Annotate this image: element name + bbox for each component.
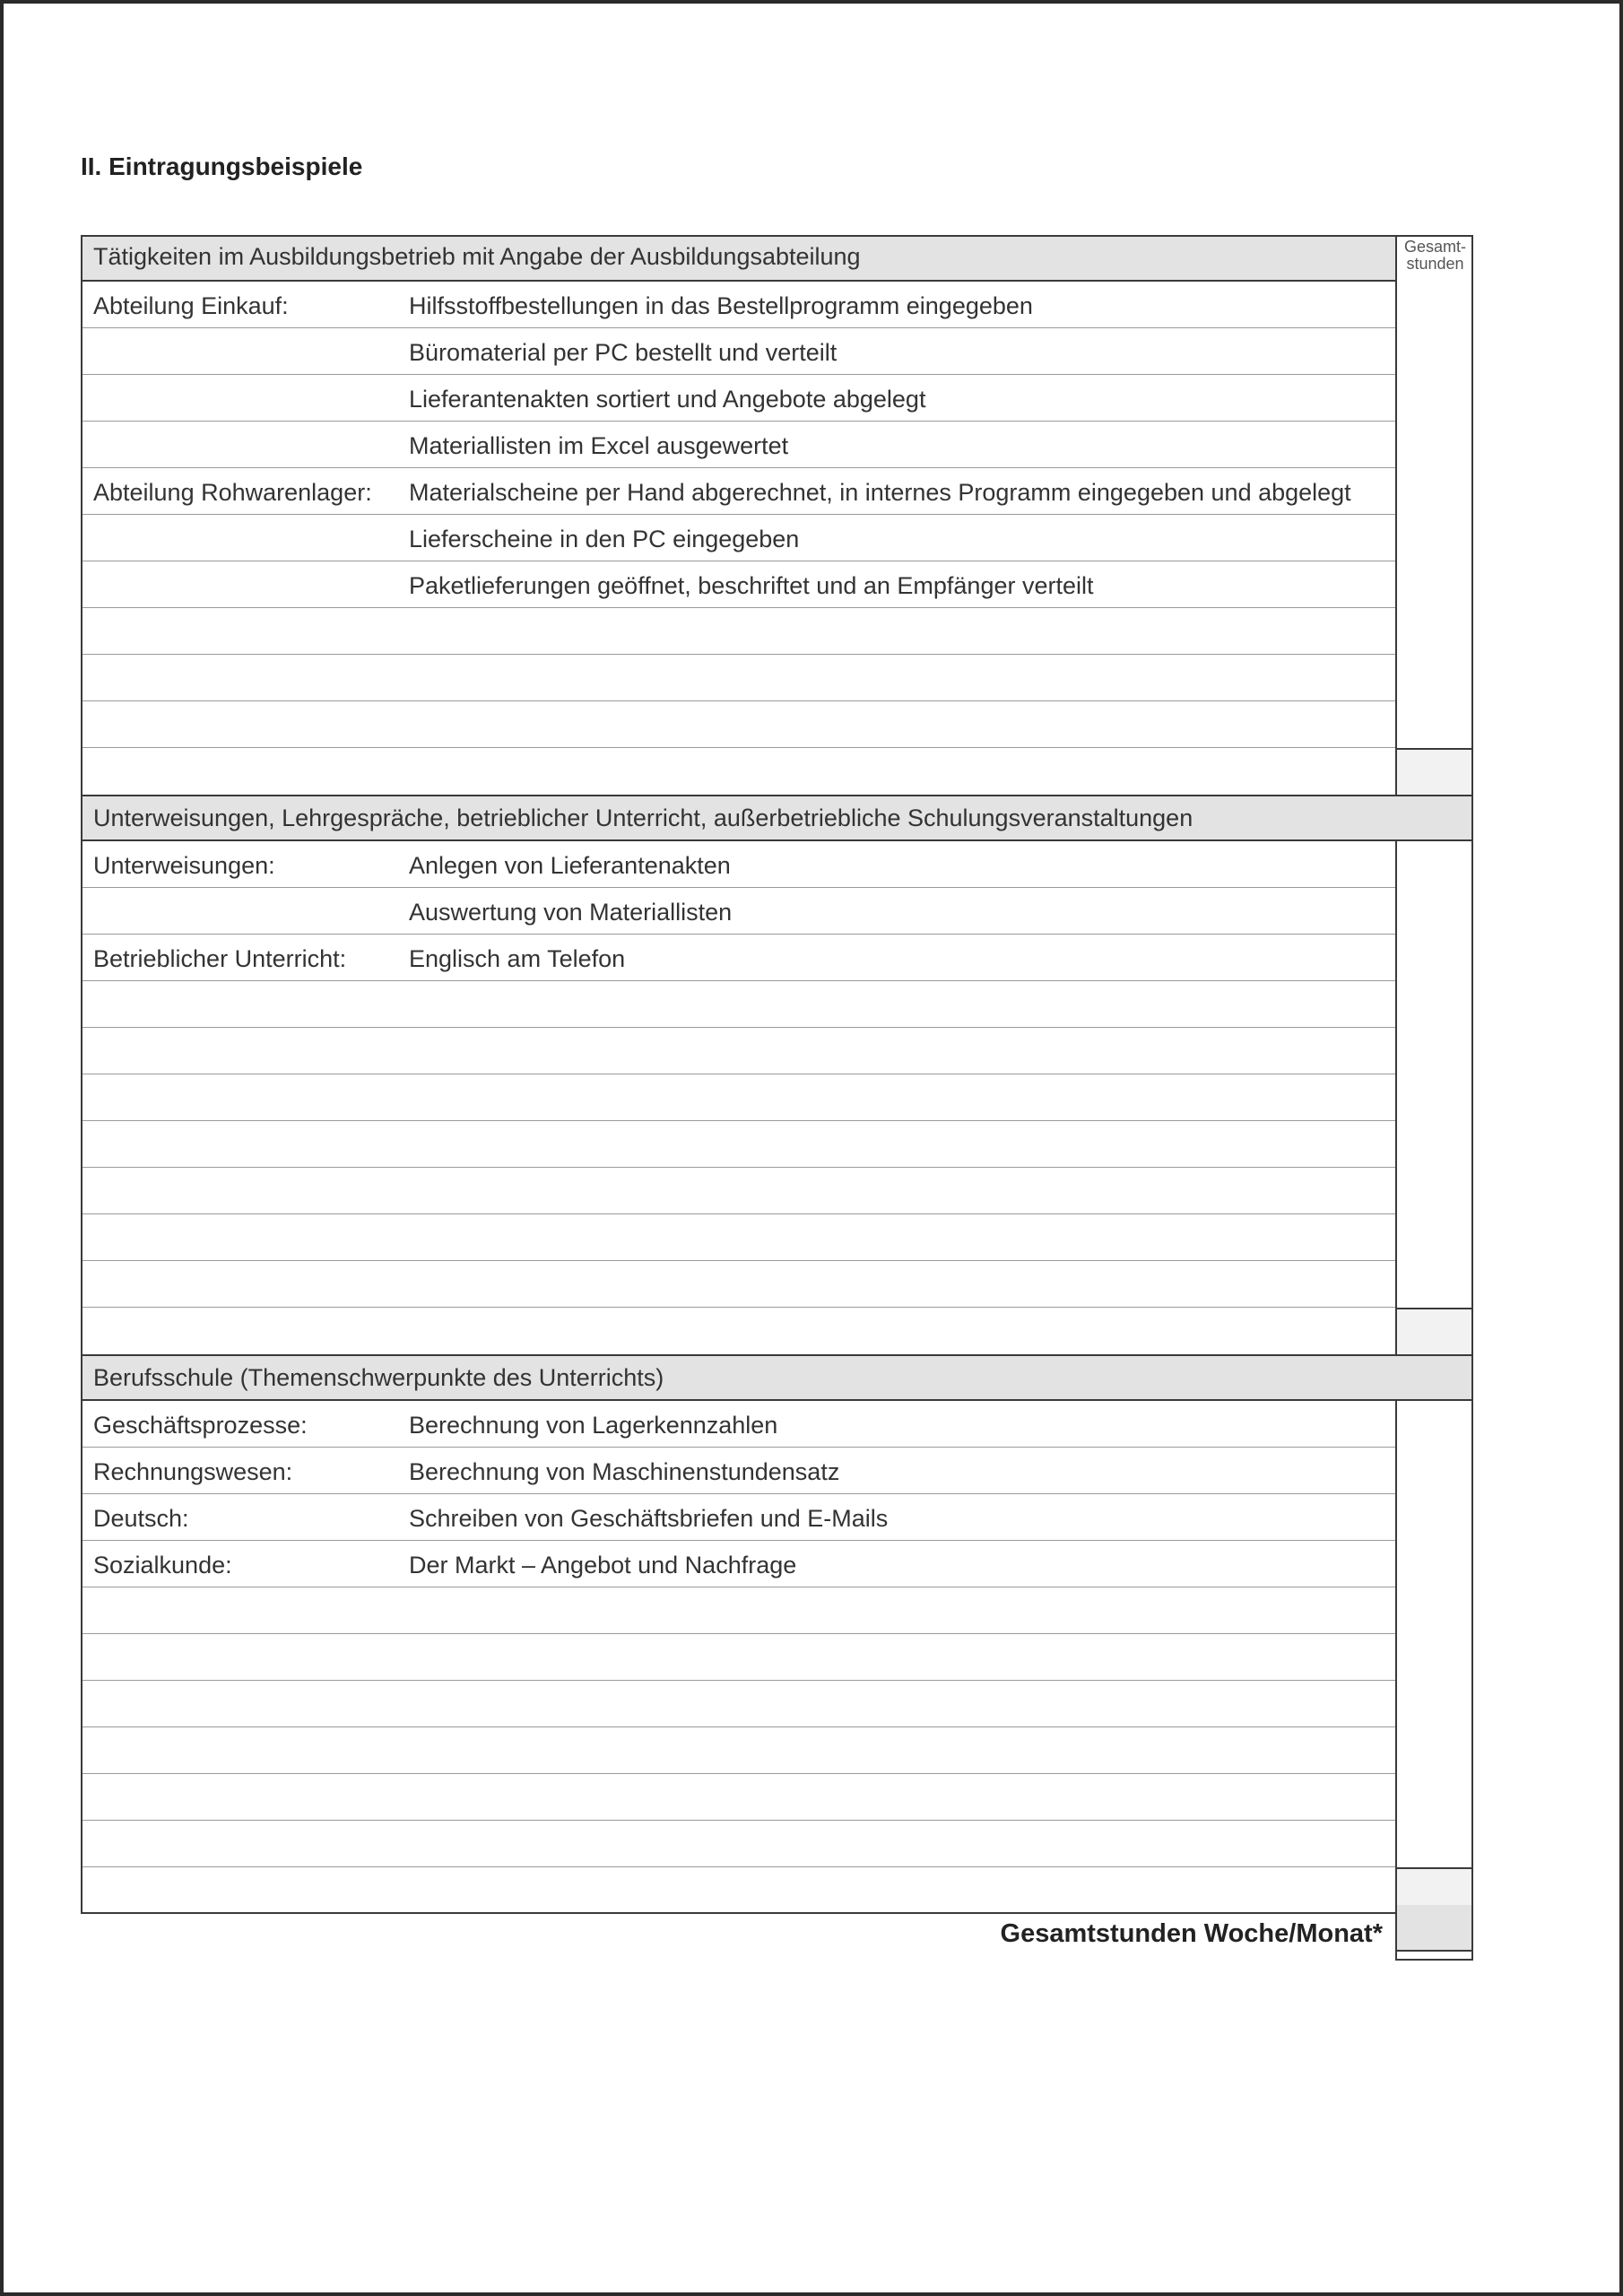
section-title: Tätigkeiten im Ausbildungsbetrieb mit Angabe der Ausbildungsabteilung [93, 243, 861, 270]
entry-row[interactable] [81, 1121, 1395, 1168]
entry-text: Materialscheine per Hand abgerechnet, in internes Programm eingegeben und abgelegt [409, 479, 1351, 506]
entry-text: Lieferscheine in den PC eingegeben [409, 526, 800, 552]
entry-text: Englisch am Telefon [409, 945, 626, 972]
entry-row[interactable] [81, 515, 1395, 561]
entry-row[interactable] [81, 1634, 1395, 1681]
entry-text: Paketlieferungen geöffnet, beschriftet und an Empfänger verteilt [409, 572, 1094, 599]
entry-row[interactable] [81, 422, 1395, 468]
entry-row[interactable] [81, 981, 1395, 1028]
entry-label: Sozialkunde: [93, 1552, 232, 1578]
entry-label: Deutsch: [93, 1505, 189, 1532]
entry-row[interactable] [81, 1074, 1395, 1121]
section-hours-field[interactable] [1395, 282, 1473, 748]
entry-row[interactable] [81, 888, 1395, 935]
section-header-3 [81, 1354, 1473, 1401]
entry-row[interactable] [81, 1214, 1395, 1261]
entry-label: Betrieblicher Unterricht: [93, 945, 347, 972]
entry-row[interactable] [81, 748, 1395, 795]
entry-row[interactable] [81, 1867, 1395, 1914]
entry-row[interactable] [81, 1681, 1395, 1727]
section-subtotal-field[interactable] [1395, 748, 1473, 795]
total-hours-field[interactable] [1395, 1905, 1473, 1961]
entry-text: Materiallisten im Excel ausgewertet [409, 432, 789, 459]
entry-row[interactable] [81, 1587, 1395, 1634]
entry-row[interactable] [81, 1494, 1395, 1541]
entry-text: Büromaterial per PC bestellt und verteilt [409, 339, 838, 366]
hours-header-text: stunden [1406, 255, 1464, 273]
section-header-2 [81, 795, 1473, 841]
section-header-1 [81, 235, 1473, 282]
entry-text: Lieferantenakten sortiert und Angebote abgelegt [409, 386, 926, 413]
hours-header-text: Gesamt- [1403, 238, 1466, 256]
entry-row[interactable] [81, 1727, 1395, 1774]
entry-row[interactable] [81, 935, 1395, 981]
entry-label: Abteilung Einkauf: [93, 292, 289, 319]
entry-row[interactable] [81, 375, 1395, 422]
page-heading: II. Eintragungsbeispiele [81, 152, 363, 180]
entry-text: Der Markt – Angebot und Nachfrage [409, 1552, 797, 1578]
entry-row[interactable] [81, 1774, 1395, 1821]
entry-row[interactable] [81, 1401, 1395, 1448]
entry-label: Rechnungswesen: [93, 1458, 293, 1485]
total-hours-label: Gesamtstunden Woche/Monat* [1000, 1919, 1383, 1948]
entry-row[interactable] [81, 1541, 1395, 1587]
section-hours-field[interactable] [1395, 841, 1473, 1308]
entry-text: Hilfsstoffbestellungen in das Bestellprogramm eingegeben [409, 292, 1033, 319]
entry-row[interactable] [81, 1261, 1395, 1308]
entry-text: Anlegen von Lieferantenakten [409, 852, 731, 879]
entry-label: Abteilung Rohwarenlager: [93, 479, 372, 506]
hours-column-header [1395, 235, 1473, 282]
entry-label: Unterweisungen: [93, 852, 275, 879]
entry-text: Auswertung von Materiallisten [409, 899, 733, 926]
entry-row[interactable] [81, 561, 1395, 608]
section-subtotal-field[interactable] [1395, 1308, 1473, 1354]
entry-text: Schreiben von Geschäftsbriefen und E-Mails [409, 1505, 889, 1532]
entry-label: Geschäftsprozesse: [93, 1412, 308, 1439]
entry-row[interactable] [81, 282, 1395, 328]
entry-row[interactable] [81, 1028, 1395, 1074]
entry-row[interactable] [81, 1168, 1395, 1214]
entry-row[interactable] [81, 655, 1395, 701]
entry-text: Berechnung von Maschinenstundensatz [409, 1458, 840, 1485]
entry-row[interactable] [81, 841, 1395, 888]
entry-row[interactable] [81, 1448, 1395, 1494]
entry-row[interactable] [81, 1308, 1395, 1354]
entry-row[interactable] [81, 608, 1395, 655]
entry-row[interactable] [81, 468, 1395, 515]
entry-row[interactable] [81, 328, 1395, 375]
entry-text: Berechnung von Lagerkennzahlen [409, 1412, 778, 1439]
section-title: Unterweisungen, Lehrgespräche, betrieblicher Unterricht, außerbetriebliche Schulungsveranstaltungen [93, 804, 1193, 831]
entry-row[interactable] [81, 701, 1395, 748]
entry-row[interactable] [81, 1821, 1395, 1867]
report-form [81, 235, 1473, 1914]
section-hours-field[interactable] [1395, 1401, 1473, 1867]
section-title: Berufsschule (Themenschwerpunkte des Unterrichts) [93, 1364, 664, 1391]
